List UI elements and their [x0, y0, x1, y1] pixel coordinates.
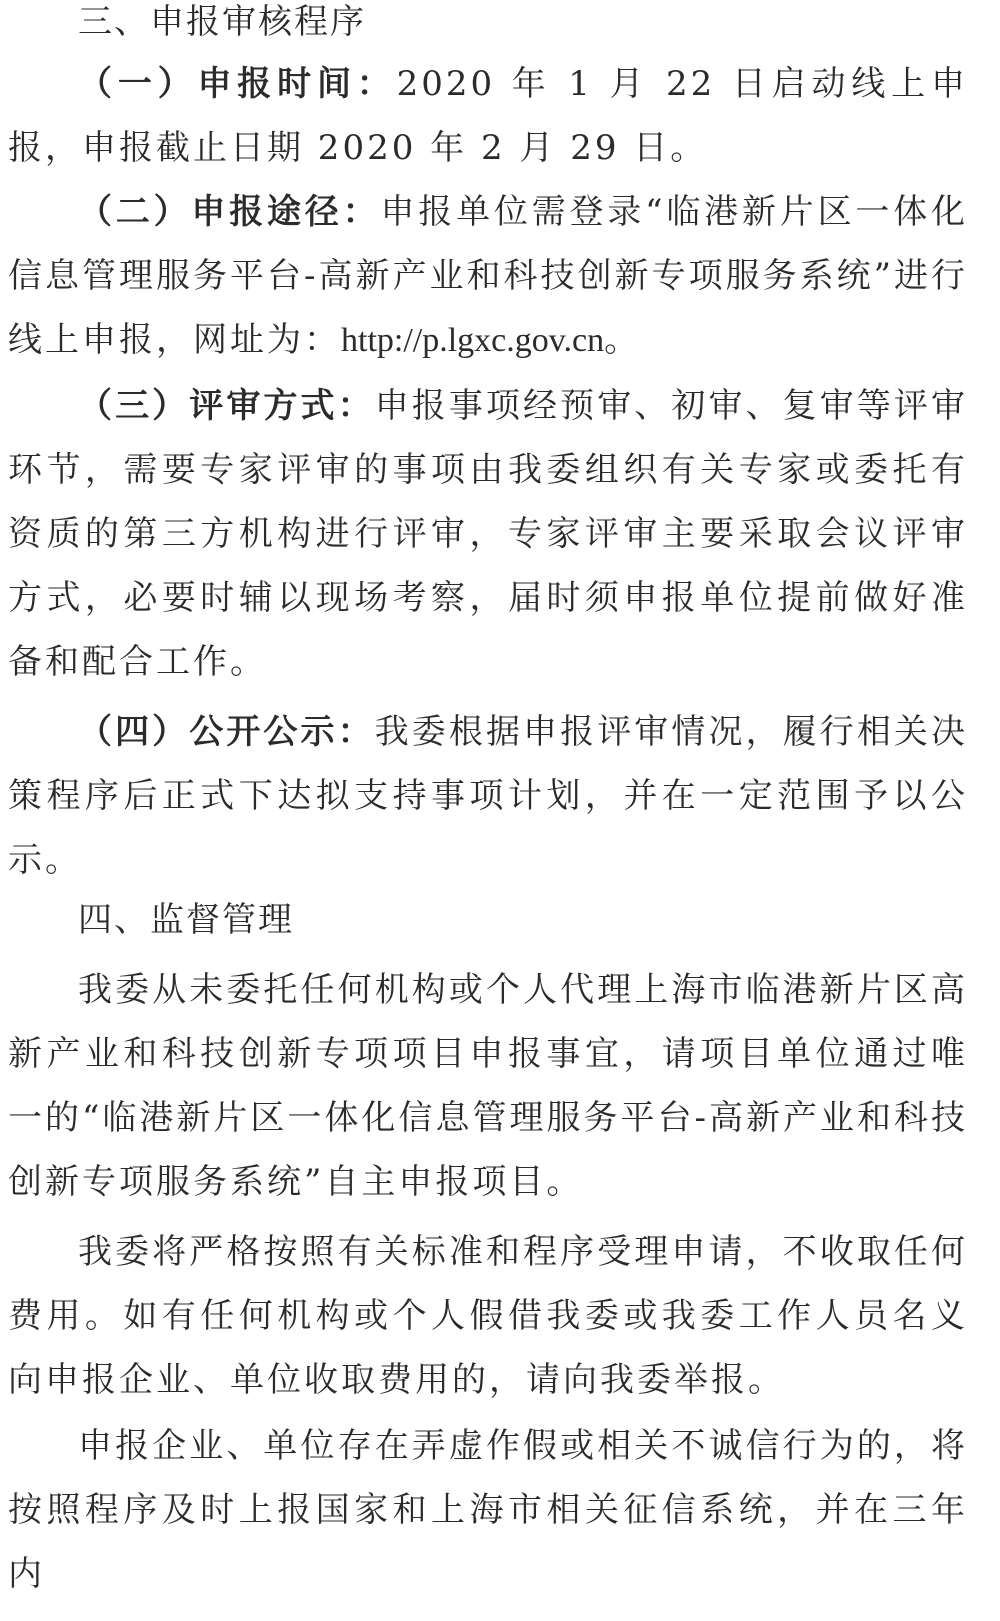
text-public-notice: 我委根据申报评审情况，履行相关决策程序后正式下达拟支持事项计划，并在一定范围予以公示。	[8, 712, 969, 880]
text-application-time: 2020 年 1 月 22 日启动线上申报，申报截止日期 2020 年 2 月 29 日。	[8, 64, 969, 168]
text-review-method: 申报事项经预审、初审、复审等评审环节，需要专家评审的事项由我委组织有关专家或委托有资质的第三方机构进行评审，专家评审主要采取会议评审方式，必要时辅以现场考察，届时须申报单位提前做好准备和配合工作。	[8, 386, 969, 682]
lead-application-time: （一）申报时间：	[78, 64, 397, 104]
paragraph-application-time	[8, 52, 968, 180]
paragraph-supervision-2: 我委将严格按照有关标准和程序受理申请，不收取任何费用。如有任何机构或个人假借我委或我委工作人员名义向申报企业、单位收取费用的，请向我委举报。	[8, 1232, 968, 1400]
system-url-link[interactable]: http://p.lgxc.gov.cn	[341, 322, 605, 359]
section-heading-supervision: 四、监督管理	[78, 900, 294, 940]
paragraph-supervision-3: 申报企业、单位存在弄虚作假或相关不诚信行为的，将按照程序及时上报国家和上海市相关征信系统，并在三年内	[8, 1426, 968, 1594]
paragraph-review-method	[8, 374, 968, 694]
text-application-route-tail: 。	[604, 320, 642, 360]
lead-review-method: （三）评审方式：	[78, 386, 375, 426]
paragraph-supervision-1: 我委从未委托任何机构或个人代理上海市临港新片区高新产业和科技创新专项项目申报事宜，请项目单位通过唯一的“临港新片区一体化信息管理服务平台-高新产业和科技创新专项服务系统”自主申报项目。	[8, 970, 968, 1202]
paragraph-application-route	[8, 180, 968, 373]
text-application-route: 申报单位需登录“临港新片区一体化信息管理服务平台-高新产业和科技创新专项服务系统”进行线上申报，网址为：	[8, 192, 969, 360]
lead-application-route: （二）申报途径：	[78, 192, 381, 232]
lead-public-notice: （四）公开公示：	[78, 712, 375, 752]
section-heading-procedure: 三、申报审核程序	[78, 2, 366, 42]
paragraph-public-notice	[8, 700, 968, 892]
